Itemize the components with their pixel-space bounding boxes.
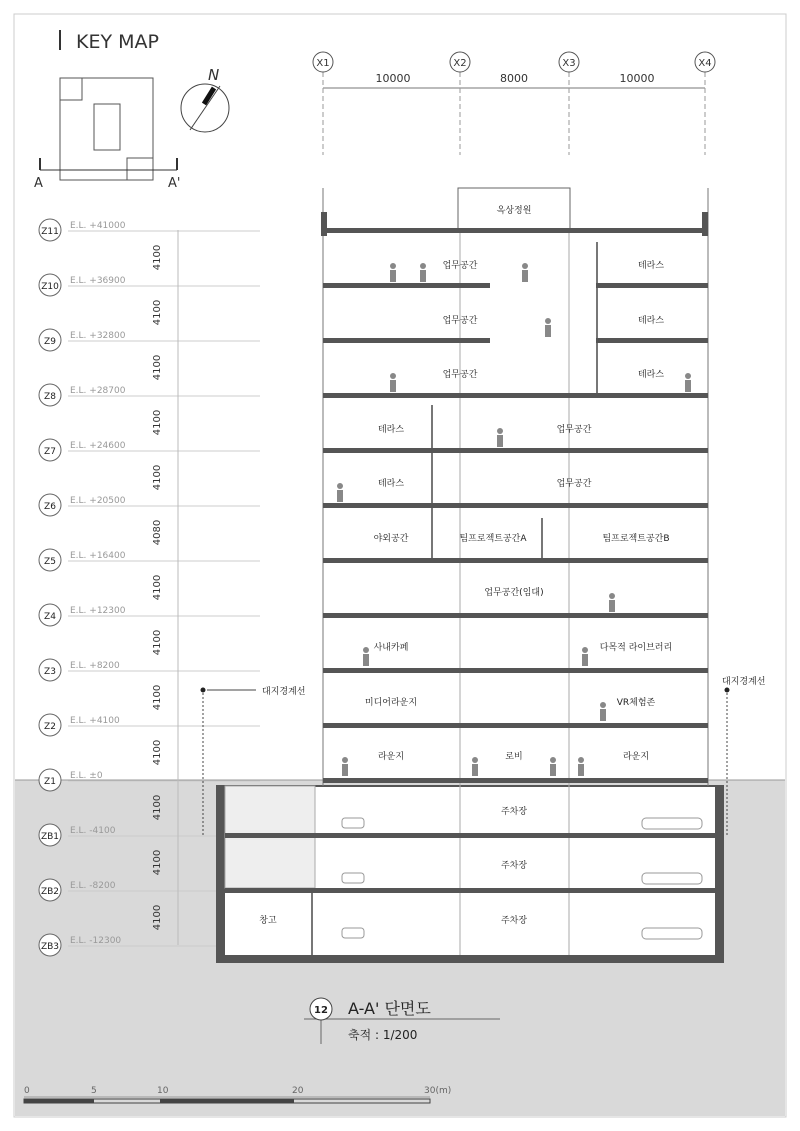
grid-label: X1 [316,58,330,69]
room-office-f6: 업무공간 [556,479,592,489]
level-elevation: E.L. ±0 [70,771,103,781]
scale-tick-20: 20 [292,1086,304,1096]
scale-tick-0: 0 [24,1086,30,1096]
room-office-f9: 업무공간 [442,316,478,326]
level-tag: ZB1 [40,832,60,842]
drawing-scale: 축적 : 1/200 [348,1028,418,1042]
basement-slab [217,955,723,963]
floor-height-label: 4100 [152,354,163,381]
person-icon [420,270,426,282]
floor-height-label: 4100 [152,409,163,436]
floor-slab [323,723,708,728]
floor-slab [596,283,708,288]
floor-slab [323,503,708,508]
dimension-x3-x4: 10000 [619,72,655,85]
scale-tick-5: 5 [91,1086,97,1096]
room-library-f3: 다목적 라이브러리 [599,643,673,653]
person-icon [342,757,348,763]
room-cafe-f3: 사내카페 [373,643,409,653]
grid-label: X2 [453,58,467,69]
person-icon [472,764,478,776]
person-icon [600,702,606,708]
room-terrace-f7: 테라스 [377,425,405,435]
person-icon [578,764,584,776]
floor-slab [225,888,715,893]
floor-slab [323,338,490,343]
room-lobby-f1: 로비 [505,752,523,762]
person-icon [420,263,426,269]
person-icon [363,647,369,653]
level-tag: Z10 [41,282,59,292]
person-icon [522,263,528,269]
floor-slab [596,338,708,343]
drawing-number: 12 [314,1005,328,1016]
person-icon [685,380,691,392]
floor-slab [323,613,708,618]
scale-segment [160,1099,294,1103]
level-elevation: E.L. +8200 [70,661,120,671]
level-elevation: E.L. +4100 [70,716,120,726]
level-elevation: E.L. +32800 [70,331,126,341]
person-icon [522,270,528,282]
floor-height-label: 4100 [152,574,163,601]
floor-height-label: 4100 [152,904,163,931]
room-terrace-f6: 테라스 [377,479,405,489]
floor-height-label: 4100 [152,794,163,821]
site-plan-outline [60,78,153,180]
ramp-area [225,836,315,888]
site-boundary-left-label: 대지경계선 [262,687,306,697]
room-terrace-f9: 테라스 [637,316,665,326]
floor-height-label: 4100 [152,739,163,766]
room-terrace-f10: 테라스 [637,261,665,271]
person-icon [578,757,584,763]
ramp-area [225,786,315,836]
floor-slab [323,228,708,233]
level-tag: Z7 [44,447,56,457]
level-tag: Z8 [44,392,56,402]
boundary-point-left [201,688,206,693]
person-icon [545,325,551,337]
person-icon [550,757,556,763]
level-elevation: E.L. +20500 [70,496,126,506]
person-icon [390,263,396,269]
person-icon [390,380,396,392]
level-elevation: E.L. +41000 [70,221,126,231]
person-icon [390,373,396,379]
floor-height-label: 4100 [152,629,163,656]
level-elevation: E.L. +28700 [70,386,126,396]
floor-height-label: 4100 [152,299,163,326]
room-parking-b1: 주차장 [500,807,528,817]
level-elevation: E.L. -8200 [70,881,116,891]
room-rental-office-f4: 업무공간(임대) [484,588,544,598]
dimension-x2-x3: 8000 [500,72,528,85]
floor-height-label: 4100 [152,464,163,491]
level-tag: ZB2 [40,887,60,897]
drawing-title: A-A' 단면도 [348,999,431,1018]
person-icon [550,764,556,776]
person-icon [582,654,588,666]
person-icon [342,764,348,776]
room-lounge-right-f1: 라운지 [622,752,650,762]
floor-slab [225,833,715,838]
floor-height-label: 4100 [152,684,163,711]
site-boundary-right-label: 대지경계선 [722,677,766,687]
section-label-a: A [34,176,43,191]
room-rooftop-garden: 옥상정원 [496,206,532,216]
person-icon [472,757,478,763]
room-parking-b2: 주차장 [500,861,528,871]
basement-wall-left [217,786,225,962]
room-terrace-f8: 테라스 [637,370,665,380]
person-icon [497,428,503,434]
room-team-b-f5: 팀프로젝트공간B [602,534,670,544]
north-label: N [208,66,220,84]
level-tag: Z6 [44,502,56,512]
floor-slab [323,558,708,563]
room-vr-zone-f2: VR체험존 [616,698,656,708]
dimension-x1-x2: 10000 [375,72,411,85]
level-tag: ZB3 [40,942,60,952]
room-media-lounge-f2: 미디어라운지 [364,698,418,708]
grid-label: X4 [698,58,712,69]
level-elevation: E.L. -4100 [70,826,116,836]
key-map-title: KEY MAP [76,31,159,53]
level-elevation: E.L. +36900 [70,276,126,286]
person-icon [609,593,615,599]
level-tag: Z3 [44,667,56,677]
scale-segment [24,1099,94,1103]
level-elevation: E.L. -12300 [70,936,122,946]
person-icon [390,270,396,282]
boundary-point-right [725,688,730,693]
room-team-a-f5: 팀프로젝트공간A [459,534,527,544]
room-outdoor-f5: 야외공간 [373,534,409,544]
section-label-a-prime: A' [168,176,181,191]
room-office-f7: 업무공간 [556,425,592,435]
person-icon [685,373,691,379]
person-icon [363,654,369,666]
floor-slab [323,448,708,453]
person-icon [600,709,606,721]
room-office-f8: 업무공간 [442,370,478,380]
person-icon [337,483,343,489]
level-tag: Z1 [44,777,56,787]
room-storage-b3: 창고 [259,916,277,926]
room-parking-b3: 주차장 [500,916,528,926]
basement-wall-right [715,786,723,962]
scale-tick-30: 30(m) [424,1086,452,1096]
person-icon [497,435,503,447]
person-icon [609,600,615,612]
level-tag: Z9 [44,337,56,347]
floor-slab [323,283,490,288]
room-office-f10: 업무공간 [442,261,478,271]
floor-height-label: 4100 [152,849,163,876]
floor-slab [323,668,708,673]
grid-label: X3 [562,58,576,69]
level-tag: Z5 [44,557,56,567]
person-icon [337,490,343,502]
level-tag: Z2 [44,722,56,732]
level-elevation: E.L. +12300 [70,606,126,616]
floor-slab [323,778,708,783]
floor-height-label: 4100 [152,244,163,271]
person-icon [545,318,551,324]
level-elevation: E.L. +24600 [70,441,126,451]
level-elevation: E.L. +16400 [70,551,126,561]
room-lounge-left-f1: 라운지 [377,752,405,762]
scale-tick-10: 10 [157,1086,169,1096]
floor-slab [323,393,708,398]
level-tag: Z11 [41,227,59,237]
floor-height-label: 4080 [152,519,163,546]
level-tag: Z4 [44,612,56,622]
person-icon [582,647,588,653]
